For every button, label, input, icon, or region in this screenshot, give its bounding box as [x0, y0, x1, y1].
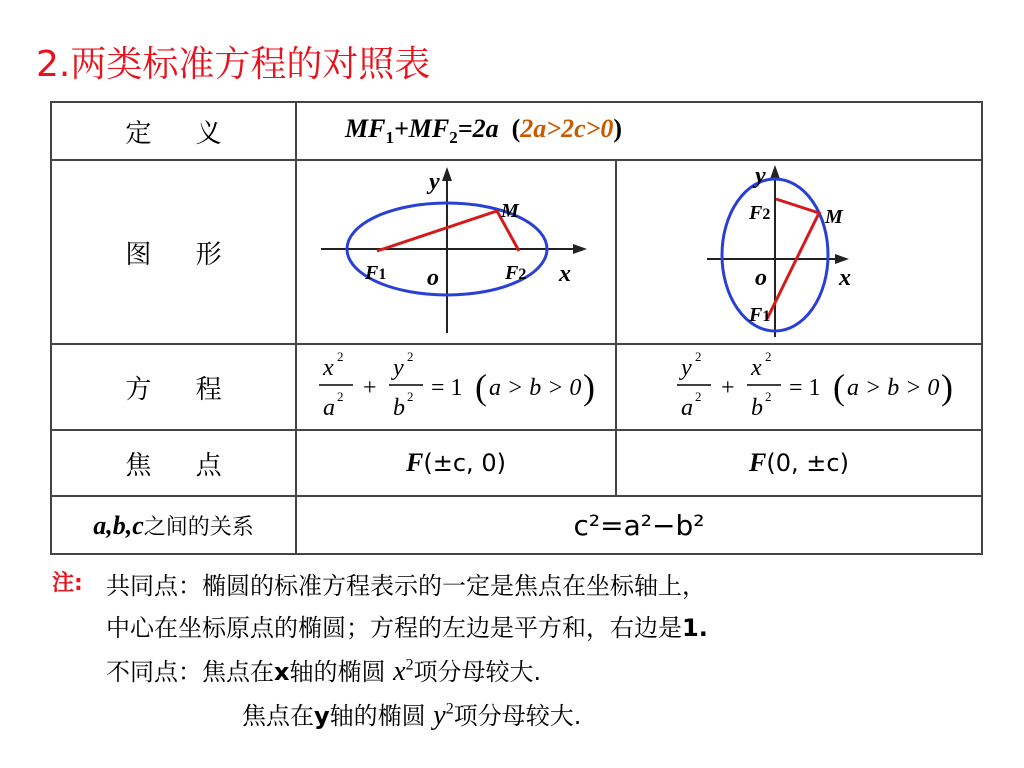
svg-text:2: 2	[337, 349, 344, 364]
foci-coords: (0, ±c)	[766, 449, 849, 477]
svg-text:2: 2	[695, 389, 702, 404]
eq-den2: b	[751, 395, 763, 421]
note-label: 注:	[52, 571, 83, 596]
def-plus: +MF	[393, 113, 450, 143]
def-lhs: MF	[345, 113, 386, 143]
relation-text: 之间的关系	[143, 514, 254, 540]
eq-den1: a	[681, 395, 693, 421]
eq-num2: x	[751, 355, 762, 381]
foci-coords: (±c, 0)	[423, 449, 506, 477]
row-relation	[51, 496, 982, 554]
x-label: x	[839, 265, 851, 291]
note-line-1: 共同点：椭圆的标准方程表示的一定是焦点在坐标轴上，	[106, 572, 706, 600]
equation-vertical	[616, 344, 982, 430]
x-axis-arrow	[835, 254, 849, 264]
eq-equals: = 1	[789, 375, 821, 401]
row-equation	[51, 344, 982, 430]
def-sub1: 1	[385, 128, 394, 148]
eq-num2: y	[393, 355, 404, 381]
note-line-3: 不同点：焦点在x轴的椭圆 $x^2$项分母较大.	[106, 656, 542, 687]
svg-text:): )	[583, 367, 595, 407]
page-title: 2.两类标准方程的对照表	[36, 44, 431, 85]
f1-label: F1	[749, 304, 771, 326]
svg-text:+: +	[721, 375, 735, 401]
def-rhs: =2a	[457, 113, 499, 143]
row-label-figure: 图 形	[51, 160, 296, 344]
definition-formula	[296, 102, 982, 160]
foci-F: F	[749, 448, 767, 477]
point-m-label: M	[501, 200, 519, 222]
y-axis-arrow	[770, 165, 780, 179]
figure-horizontal-ellipse	[296, 160, 616, 344]
x-squared-symbol: $x^2$	[393, 656, 414, 687]
foci-F: F	[406, 448, 424, 477]
def-sub2: 2	[449, 128, 458, 148]
f2-label: F2	[749, 202, 771, 224]
y-label: y	[429, 169, 440, 195]
svg-text:(: (	[475, 367, 487, 407]
y-squared-symbol: $y^2$	[433, 700, 454, 731]
svg-text:(: (	[833, 367, 845, 407]
eq-condition: a > b > 0	[489, 375, 582, 401]
row-label-relation	[51, 496, 296, 554]
svg-text:2: 2	[765, 349, 772, 364]
note-line-4: 焦点在y轴的椭圆 $y^2$项分母较大.	[242, 700, 582, 731]
row-label-equation: 方 程	[51, 344, 296, 430]
eq-num1: y	[681, 355, 692, 381]
row-foci	[51, 430, 982, 496]
row-label-foci: 焦 点	[51, 430, 296, 496]
equation-horizontal	[296, 344, 616, 430]
comparison-table	[50, 101, 983, 555]
eq-num1: x	[323, 355, 334, 381]
svg-text:): )	[941, 367, 953, 407]
svg-text:2: 2	[765, 389, 772, 404]
figure-vertical-ellipse	[616, 160, 982, 344]
eq-den1: a	[323, 395, 335, 421]
equation-horizontal-svg	[297, 345, 617, 429]
eq-equals: = 1	[431, 375, 463, 401]
y-axis-arrow	[442, 167, 452, 181]
y-label: y	[755, 163, 766, 189]
origin-label: o	[427, 265, 439, 291]
foci-horizontal	[296, 430, 616, 496]
relation-value: c²=a²−b²	[296, 496, 982, 554]
svg-text:2: 2	[695, 349, 702, 364]
def-cond-open: (	[511, 113, 521, 143]
row-definition	[51, 102, 982, 160]
horizontal-ellipse-diagram	[297, 161, 617, 343]
note-line-2: 中心在坐标原点的椭圆；方程的左边是平方和，右边是1.	[106, 614, 708, 642]
x-axis-arrow	[573, 244, 587, 254]
svg-text:2: 2	[407, 349, 414, 364]
equation-vertical-svg	[617, 345, 983, 429]
point-m-label: M	[825, 206, 843, 228]
foci-vertical	[616, 430, 982, 496]
f1-label: F1	[365, 262, 387, 284]
x-label: x	[559, 261, 571, 287]
def-condition: 2a>2c>0	[520, 113, 614, 143]
row-figure	[51, 160, 982, 344]
eq-condition: a > b > 0	[847, 375, 940, 401]
svg-text:+: +	[363, 375, 377, 401]
origin-label: o	[755, 265, 767, 291]
vertical-ellipse-diagram	[617, 161, 983, 343]
eq-den2: b	[393, 395, 405, 421]
f2-label: F2	[505, 262, 527, 284]
svg-text:2: 2	[337, 389, 344, 404]
svg-text:2: 2	[407, 389, 414, 404]
def-cond-close: )	[613, 113, 623, 143]
relation-vars: a,b,c	[93, 510, 144, 540]
row-label-definition: 定 义	[51, 102, 296, 160]
